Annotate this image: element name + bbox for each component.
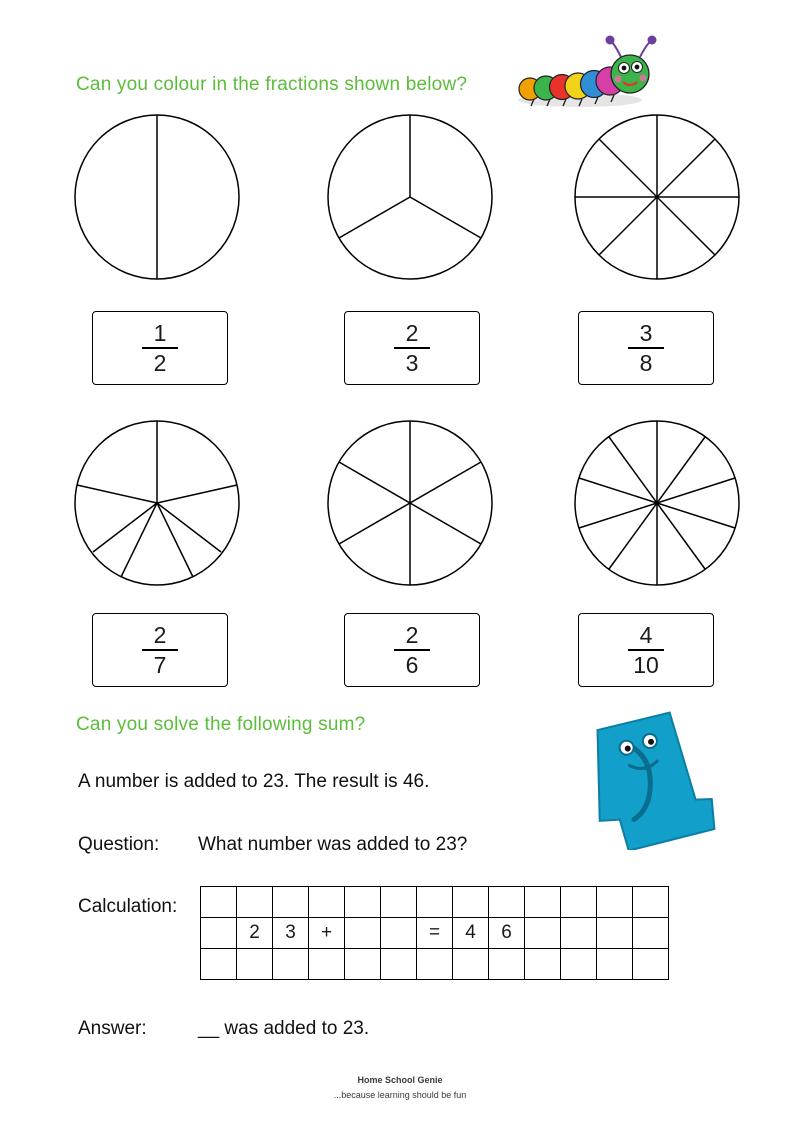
grid-cell[interactable] (561, 918, 597, 949)
grid-cell[interactable] (201, 887, 237, 918)
fraction-box-2 (344, 311, 480, 385)
grid-cell[interactable] (345, 949, 381, 980)
fraction-circle-6 (572, 418, 742, 588)
grid-cell[interactable]: 2 (237, 918, 273, 949)
table-row[interactable] (201, 887, 669, 918)
grid-cell[interactable] (525, 918, 561, 949)
fraction-circle-4 (72, 418, 242, 588)
grid-cell[interactable]: 6 (489, 918, 525, 949)
grid-cell[interactable]: = (417, 918, 453, 949)
fraction-divider (394, 649, 430, 651)
grid-cell[interactable] (525, 887, 561, 918)
grid-cell[interactable] (453, 887, 489, 918)
grid-cell[interactable] (201, 918, 237, 949)
grid-cell[interactable] (417, 949, 453, 980)
fraction-numerator: 2 (405, 622, 419, 649)
grid-cell[interactable] (381, 949, 417, 980)
question-label: Question: (78, 834, 160, 855)
grid-cell[interactable]: 4 (453, 918, 489, 949)
fraction-denominator: 7 (153, 651, 167, 678)
fraction-circle-2 (325, 112, 495, 282)
grid-cell[interactable] (345, 887, 381, 918)
grid-cell[interactable] (381, 887, 417, 918)
fraction-divider (142, 649, 178, 651)
caterpillar-icon (500, 34, 670, 114)
fraction-denominator: 6 (405, 651, 419, 678)
grid-cell[interactable] (309, 887, 345, 918)
grid-cell[interactable]: + (309, 918, 345, 949)
grid-cell[interactable] (525, 949, 561, 980)
fraction-numerator: 2 (405, 320, 419, 347)
fraction-divider (628, 347, 664, 349)
calculation-label: Calculation: (78, 896, 178, 917)
fraction-box-1 (92, 311, 228, 385)
question-text: What number was added to 23? (198, 834, 468, 855)
page-title-fractions: Can you colour in the fractions shown below? (76, 74, 468, 95)
grid-cell[interactable] (489, 887, 525, 918)
footer-tagline: ...because learning should be fun (333, 1090, 467, 1100)
fraction-circle-5 (325, 418, 495, 588)
grid-cell[interactable] (345, 918, 381, 949)
grid-cell[interactable]: 3 (273, 918, 309, 949)
footer-brand: Home School Genie (357, 1075, 443, 1085)
table-row[interactable] (201, 949, 669, 980)
grid-cell[interactable] (597, 887, 633, 918)
grid-cell[interactable] (561, 949, 597, 980)
grid-cell[interactable] (381, 918, 417, 949)
fraction-numerator: 1 (153, 320, 167, 347)
problem-statement: A number is added to 23. The result is 46. (78, 771, 430, 792)
grid-cell[interactable] (597, 949, 633, 980)
answer-label: Answer: (78, 1018, 147, 1039)
grid-cell[interactable] (597, 918, 633, 949)
fraction-numerator: 2 (153, 622, 167, 649)
fraction-box-3 (578, 311, 714, 385)
fraction-box-6 (578, 613, 714, 687)
calculation-grid[interactable] (200, 886, 669, 980)
grid-cell[interactable] (453, 949, 489, 980)
fraction-box-4 (92, 613, 228, 687)
table-row[interactable] (201, 918, 669, 949)
grid-cell[interactable] (561, 887, 597, 918)
fraction-numerator: 4 (639, 622, 653, 649)
fraction-denominator: 2 (153, 349, 167, 376)
fraction-denominator: 10 (633, 651, 659, 678)
fraction-circle-3 (572, 112, 742, 282)
grid-cell[interactable] (273, 887, 309, 918)
fraction-label-row-2 (0, 613, 800, 687)
fraction-divider (394, 347, 430, 349)
fraction-numerator: 3 (639, 320, 653, 347)
answer-text: __ was added to 23. (198, 1018, 370, 1039)
grid-cell[interactable] (633, 918, 669, 949)
grid-cell[interactable] (237, 949, 273, 980)
fraction-denominator: 8 (639, 349, 653, 376)
fraction-denominator: 3 (405, 349, 419, 376)
fraction-box-5 (344, 613, 480, 687)
fraction-divider (628, 649, 664, 651)
grid-cell[interactable] (633, 949, 669, 980)
grid-cell[interactable] (633, 887, 669, 918)
number-four-icon (588, 710, 718, 850)
grid-cell[interactable] (489, 949, 525, 980)
fraction-divider (142, 347, 178, 349)
grid-cell[interactable] (237, 887, 273, 918)
page-title-sum: Can you solve the following sum? (76, 714, 366, 735)
grid-cell[interactable] (201, 949, 237, 980)
fraction-circle-row-2 (0, 418, 800, 588)
grid-cell[interactable] (417, 887, 453, 918)
fraction-label-row-1 (0, 311, 800, 385)
fraction-circle-row-1 (0, 112, 800, 282)
grid-cell[interactable] (309, 949, 345, 980)
fraction-circle-1 (72, 112, 242, 282)
grid-cell[interactable] (273, 949, 309, 980)
